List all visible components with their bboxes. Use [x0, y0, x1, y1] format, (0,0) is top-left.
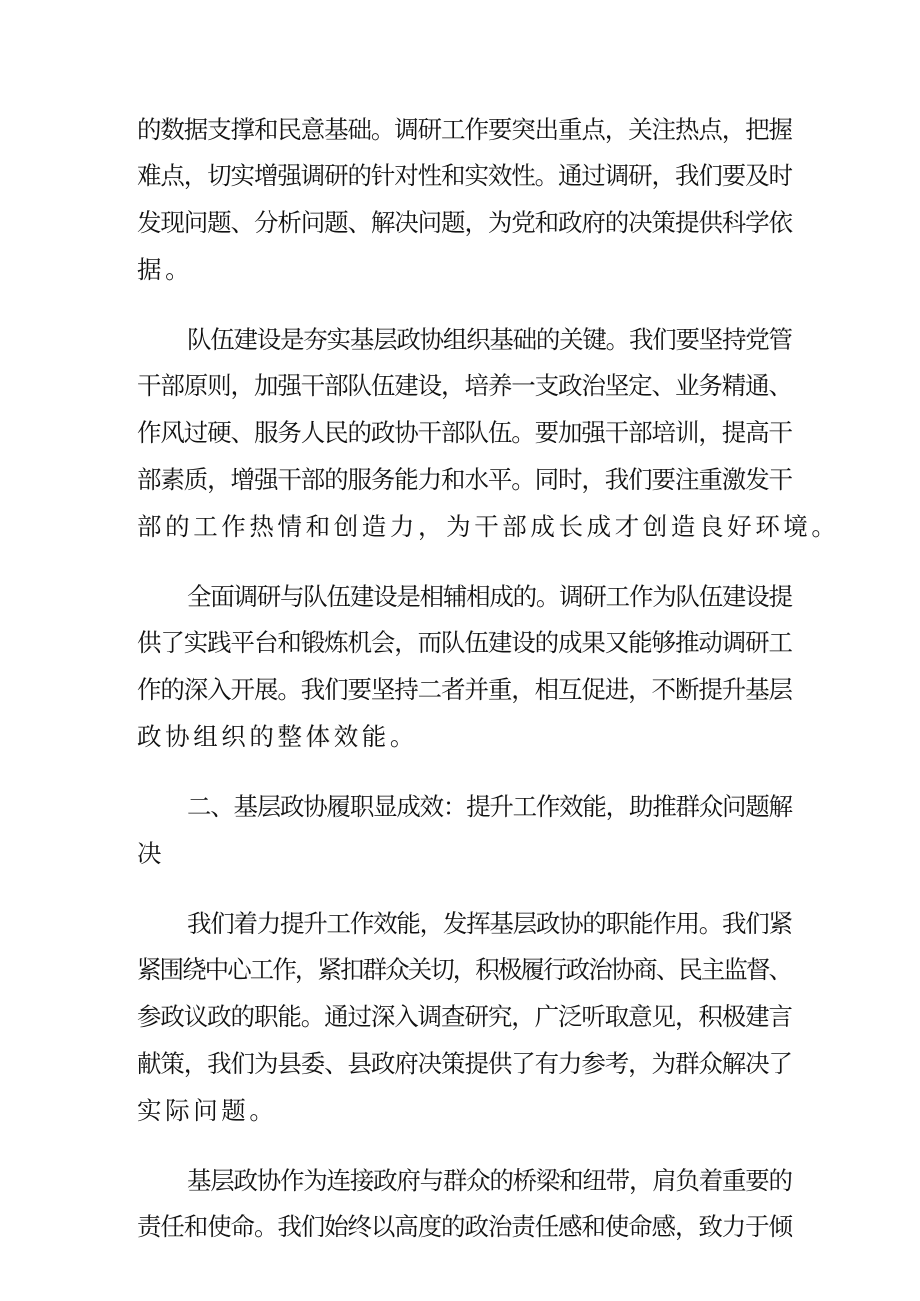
line-text: 部的工作热情和创造力，为干部成长成才创造良好环境。 [137, 512, 840, 541]
line-text: 我们着力提升工作效能，发挥基层政协的职能作用。我们紧 [187, 909, 792, 938]
text-line [0, 1156, 920, 1206]
text-line [0, 455, 920, 505]
line-text: 发现问题、分析问题、解决问题，为党和政府的决策提供科学依 [137, 208, 792, 237]
line-text: 基层政协作为连接政府与群众的桥梁和纽带，肩负着重要的 [187, 1166, 792, 1195]
line-text: 队伍建设是夯实基层政协组织基础的关键。我们要坚持党管 [187, 325, 792, 354]
line-text: 的数据支撑和民意基础。调研工作要突出重点，关注热点，把握 [137, 115, 792, 144]
text-line [0, 945, 920, 995]
line-text: 紧围绕中心工作，紧扣群众关切，积极履行政治协商、民主监督、 [137, 955, 792, 984]
section-heading [0, 829, 920, 879]
line-text: 供了实践平台和锻炼机会，而队伍建设的成果又能够推动调研工 [137, 628, 792, 657]
text-line [0, 618, 920, 668]
line-text: 参政议政的职能。通过深入调查研究，广泛听取意见，积极建言 [137, 1002, 792, 1031]
text-line [0, 105, 920, 155]
line-text: 据。 [137, 255, 194, 284]
text-line [0, 1086, 920, 1136]
text-line [0, 899, 920, 949]
line-text: 部素质，增强干部的服务能力和水平。同时，我们要注重激发干 [137, 465, 792, 494]
line-text: 献策，我们为县委、县政府决策提供了有力参考，为群众解决了 [137, 1049, 792, 1078]
line-text: 决 [137, 839, 166, 868]
line-text: 难点，切实增强调研的针对性和实效性。通过调研，我们要及时 [137, 161, 792, 190]
line-text: 干部原则，加强干部队伍建设，培养一支政治坚定、业务精通、 [137, 371, 792, 400]
text-line [0, 245, 920, 295]
line-text: 全面调研与队伍建设是相辅相成的。调研工作为队伍建设提 [187, 582, 792, 611]
text-line [0, 502, 920, 552]
line-text: 实际问题。 [137, 1096, 278, 1125]
text-line [0, 992, 920, 1042]
text-line [0, 572, 920, 622]
line-text: 责任和使命。我们始终以高度的政治责任感和使命感，致力于倾 [137, 1212, 792, 1241]
line-text: 作的深入开展。我们要坚持二者并重，相互促进，不断提升基层 [137, 675, 792, 704]
text-line [0, 151, 920, 201]
text-line [0, 198, 920, 248]
section-heading [0, 782, 920, 832]
line-text: 作风过硬、服务人民的政协干部队伍。要加强干部培训，提高干 [137, 418, 792, 447]
text-line [0, 1202, 920, 1252]
text-line [0, 712, 920, 762]
line-text: 二、基层政协履职显成效：提升工作效能，助推群众问题解 [187, 792, 792, 821]
line-text: 政协组织的整体效能。 [137, 722, 418, 751]
text-line [0, 1039, 920, 1089]
text-line [0, 361, 920, 411]
text-line [0, 315, 920, 365]
text-line [0, 665, 920, 715]
text-line [0, 408, 920, 458]
